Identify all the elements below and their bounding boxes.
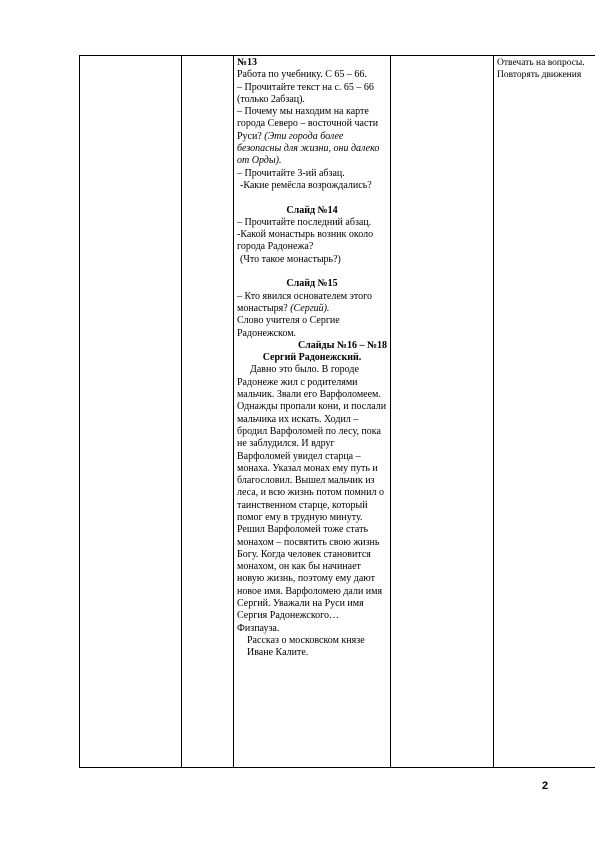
text-line: (Что такое монастырь?) xyxy=(240,253,341,265)
teacher-activity-cell xyxy=(237,57,387,660)
story-intro: Рассказ о московском князе Иване Калите. xyxy=(247,634,365,659)
student-activity-text: Отвечать на вопросы. Повторять движения xyxy=(497,58,585,80)
column-divider xyxy=(493,55,494,767)
text-line: – Почему мы находим на карте города Северо – восточной части Руси? (Эти города более безопасны для жизни, они далеко от Орды). xyxy=(237,106,380,167)
answer-italic: (Сергий). xyxy=(290,302,330,314)
answer-italic: (Эти города более безопасны для жизни, они далеко от Орды). xyxy=(237,130,380,167)
story-text: Давно это было. В городе Радонеже жил с родителями мальчик. Звали его Варфоломеем. Однажды пропали кони, и послали мальчика их искать. Ходил – бродил Варфоломей по лесу, пока не заблудился. И вдруг Варфоломей увидел старца – монаха. Указал монах ему путь и благословил. Вышел мальчик из леса, и всю жизнь потом помнил о таинственном старце, который помог ему в трудную минуту. Решил Варфоломей тоже стать монахом – посвятить свою жизнь Богу. Когда человек становится монахом, он как бы начинает новую жизнь, поэтому ему дают новое имя. Варфоломею дали имя Сергий. Уважали на Руси имя Сергия Радонежского… xyxy=(237,364,387,622)
table-bottom-border xyxy=(79,767,595,768)
text-line: – Прочитайте последний абзац. xyxy=(237,216,372,228)
text-line: -Какие ремёсла возрождались? xyxy=(240,179,372,191)
slides-16-18-title: Слайды №16 – №18 xyxy=(297,339,387,351)
student-activity-cell xyxy=(497,58,587,81)
text-line: Работа по учебнику. С 65 – 66. xyxy=(237,69,367,81)
slide-15-title: Слайд №15 xyxy=(286,278,338,290)
column-divider xyxy=(233,55,234,767)
text-line: Слово учителя о Сергие Радонежском. xyxy=(237,315,340,339)
slide-13-title: №13 xyxy=(237,57,258,68)
physminute-label: Физпауза. xyxy=(237,622,280,634)
text-line: -Какой монастырь возник около города Радонежа? xyxy=(237,229,374,253)
text-line: – Кто явился основателем этого монастыря? (Сергий). xyxy=(237,290,372,314)
slide-14-title: Слайд №14 xyxy=(286,204,338,216)
column-divider xyxy=(181,55,182,767)
column-divider xyxy=(390,55,391,767)
table-top-border xyxy=(79,55,595,56)
story-title: Сергий Радонежский. xyxy=(262,352,362,364)
column-divider xyxy=(79,55,80,767)
text-line: – Прочитайте текст на с. 65 – 66 (только 2абзац). xyxy=(237,81,374,105)
text-line: – Прочитайте 3-ий абзац. xyxy=(237,167,345,179)
page-number: 2 xyxy=(542,780,549,792)
